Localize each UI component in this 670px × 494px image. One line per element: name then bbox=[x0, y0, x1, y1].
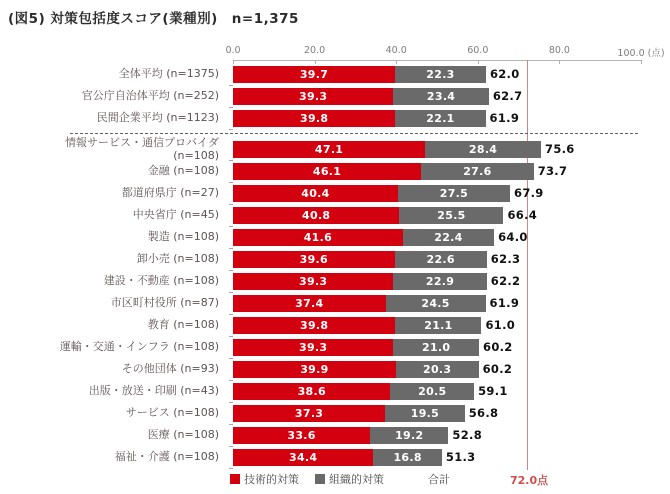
reference-line-label: 72.0点 bbox=[510, 474, 549, 487]
organizational-bar-segment bbox=[385, 405, 465, 422]
bar-row bbox=[0, 110, 670, 127]
total-value: 62.7 bbox=[492, 89, 523, 103]
technical-measures-swatch bbox=[230, 474, 240, 484]
category-axis-tick bbox=[229, 292, 233, 293]
technical-value: 39.3 bbox=[299, 275, 328, 288]
category-axis-tick bbox=[229, 314, 233, 315]
category-axis-tick bbox=[229, 446, 233, 447]
x-axis-line bbox=[233, 60, 641, 61]
technical-value: 38.6 bbox=[297, 385, 326, 398]
organizational-bar-segment bbox=[395, 317, 481, 334]
technical-value: 47.1 bbox=[314, 143, 344, 156]
bar-row bbox=[0, 229, 670, 246]
category-label: 金融 (n=108) bbox=[147, 164, 219, 178]
category-axis-tick bbox=[229, 226, 233, 227]
x-axis-tick-mark bbox=[315, 60, 316, 64]
x-axis-tick-label: 100.0 (点) bbox=[617, 48, 665, 59]
technical-value: 40.8 bbox=[302, 209, 331, 222]
category-axis-tick bbox=[229, 336, 233, 337]
organizational-measures-swatch bbox=[315, 474, 325, 484]
total-value: 61.0 bbox=[485, 318, 516, 332]
technical-value: 39.6 bbox=[299, 253, 328, 266]
category-axis-tick bbox=[229, 248, 233, 249]
organizational-value: 27.5 bbox=[439, 187, 469, 200]
bar-row bbox=[0, 339, 670, 356]
bar-row bbox=[0, 427, 670, 444]
organizational-bar-segment bbox=[395, 110, 485, 127]
category-label: 全体平均 (n=1375) bbox=[118, 67, 219, 81]
organizational-value: 19.5 bbox=[410, 407, 440, 420]
bar-row bbox=[0, 207, 670, 224]
technical-bar-segment bbox=[233, 88, 393, 105]
category-axis-tick bbox=[229, 468, 233, 469]
category-label: 建設・不動産 (n=108) bbox=[103, 274, 219, 288]
organizational-bar-segment bbox=[395, 251, 487, 268]
technical-value: 39.8 bbox=[300, 112, 329, 125]
organizational-bar-segment bbox=[393, 88, 488, 105]
total-value: 73.7 bbox=[537, 164, 568, 178]
category-label: 医療 (n=108) bbox=[147, 428, 219, 442]
bar-row bbox=[0, 361, 670, 378]
chart-legend bbox=[230, 471, 466, 487]
organizational-value: 23.4 bbox=[426, 90, 456, 103]
category-axis-tick bbox=[229, 270, 233, 271]
organizational-value: 22.6 bbox=[426, 253, 455, 266]
category-label: 官公庁自治体平均 (n=252) bbox=[81, 89, 219, 103]
total-value: 62.2 bbox=[490, 274, 521, 288]
x-axis-tick-mark bbox=[396, 60, 397, 64]
organizational-value: 19.2 bbox=[395, 429, 424, 442]
technical-value: 34.4 bbox=[289, 451, 318, 464]
total-value: 62.0 bbox=[489, 67, 520, 81]
organizational-value: 22.3 bbox=[426, 68, 455, 81]
bar-row bbox=[0, 88, 670, 105]
bar-row bbox=[0, 136, 670, 162]
category-label: 情報サービス・通信プロバイダ (n=108) bbox=[65, 136, 219, 162]
total-value: 60.2 bbox=[483, 340, 513, 354]
organizational-bar-segment bbox=[425, 141, 541, 158]
total-value: 75.6 bbox=[545, 142, 575, 156]
x-axis-tick-label: 0.0 bbox=[225, 45, 241, 56]
bar-row bbox=[0, 317, 670, 334]
technical-value: 39.7 bbox=[299, 68, 329, 81]
organizational-value: 16.8 bbox=[393, 451, 422, 464]
organizational-bar-segment bbox=[386, 295, 486, 312]
bar-row bbox=[0, 66, 670, 83]
organizational-bar-segment bbox=[370, 427, 448, 444]
technical-value: 39.8 bbox=[300, 319, 329, 332]
technical-bar-segment bbox=[233, 163, 421, 180]
bar-row bbox=[0, 273, 670, 290]
technical-value: 39.3 bbox=[299, 90, 328, 103]
x-axis-tick-label: 60.0 bbox=[467, 45, 489, 56]
category-label: 教育 (n=108) bbox=[147, 318, 219, 332]
technical-bar-segment bbox=[233, 66, 395, 83]
technical-bar-segment bbox=[233, 110, 395, 127]
total-value: 67.9 bbox=[514, 186, 544, 200]
technical-bar-segment bbox=[233, 427, 370, 444]
technical-bar-segment bbox=[233, 317, 395, 334]
organizational-value: 24.5 bbox=[421, 297, 450, 310]
x-axis-tick-mark bbox=[641, 60, 642, 64]
category-axis-tick bbox=[229, 182, 233, 183]
organizational-value: 28.4 bbox=[468, 143, 498, 156]
total-value: 66.4 bbox=[507, 208, 538, 222]
category-axis-tick bbox=[229, 129, 233, 130]
technical-bar-segment bbox=[233, 405, 385, 422]
category-label: 福祉・介護 (n=108) bbox=[114, 450, 219, 464]
organizational-bar-segment bbox=[398, 185, 510, 202]
technical-value: 39.9 bbox=[300, 363, 329, 376]
legend-item-technical bbox=[230, 471, 299, 487]
category-axis-tick bbox=[229, 380, 233, 381]
technical-bar-segment bbox=[233, 185, 398, 202]
total-value: 60.2 bbox=[482, 362, 513, 376]
category-axis-tick bbox=[229, 204, 233, 205]
category-label: 市区町村役所 (n=87) bbox=[110, 296, 219, 310]
organizational-value: 21.1 bbox=[424, 319, 453, 332]
technical-bar-segment bbox=[233, 295, 386, 312]
organizational-value: 20.3 bbox=[423, 363, 452, 376]
technical-value: 41.6 bbox=[303, 231, 333, 244]
technical-bar-segment bbox=[233, 251, 395, 268]
legend-label-organizational: 組織的対策 bbox=[329, 473, 384, 486]
total-value: 61.9 bbox=[489, 296, 520, 310]
organizational-value: 20.5 bbox=[418, 385, 447, 398]
category-label: サービス (n=108) bbox=[125, 406, 219, 420]
chart-title: (図5) 対策包括度スコア(業種別) n=1,375 bbox=[8, 11, 299, 27]
technical-value: 40.4 bbox=[301, 187, 330, 200]
legend-label-total: 合計 bbox=[428, 473, 450, 486]
technical-bar-segment bbox=[233, 207, 399, 224]
technical-bar-segment bbox=[233, 361, 396, 378]
technical-value: 46.1 bbox=[312, 165, 342, 178]
category-label: 民間企業平均 (n=1123) bbox=[96, 111, 219, 125]
category-axis-tick bbox=[229, 85, 233, 86]
organizational-bar-segment bbox=[393, 339, 479, 356]
category-label: 運輸・交通・インフラ (n=108) bbox=[59, 340, 219, 354]
total-value: 62.3 bbox=[490, 252, 521, 266]
technical-bar-segment bbox=[233, 141, 425, 158]
organizational-bar-segment bbox=[421, 163, 534, 180]
technical-bar-segment bbox=[233, 383, 390, 400]
organizational-value: 22.9 bbox=[425, 275, 455, 288]
category-axis-tick bbox=[229, 424, 233, 425]
organizational-bar-segment bbox=[399, 207, 503, 224]
technical-value: 37.3 bbox=[294, 407, 324, 420]
legend-label-technical: 技術的対策 bbox=[244, 473, 299, 486]
group-separator-dashed-line bbox=[70, 133, 638, 134]
total-value: 56.8 bbox=[468, 406, 499, 420]
technical-bar-segment bbox=[233, 339, 393, 356]
bar-row bbox=[0, 383, 670, 400]
organizational-value: 22.1 bbox=[426, 112, 455, 125]
total-value: 64.0 bbox=[498, 230, 528, 244]
category-label: その他団体 (n=93) bbox=[121, 362, 219, 376]
bar-row bbox=[0, 449, 670, 466]
x-axis-tick-label: 40.0 bbox=[385, 45, 407, 56]
organizational-value: 27.6 bbox=[463, 165, 492, 178]
x-axis-tick-mark bbox=[233, 60, 234, 64]
category-label: 中央省庁 (n=45) bbox=[132, 208, 219, 222]
category-label: 卸小売 (n=108) bbox=[136, 252, 219, 266]
bar-row bbox=[0, 185, 670, 202]
category-axis-tick bbox=[229, 402, 233, 403]
total-value: 52.8 bbox=[452, 428, 482, 442]
category-label: 出版・放送・印刷 (n=43) bbox=[88, 384, 219, 398]
organizational-bar-segment bbox=[393, 273, 486, 290]
category-axis-tick bbox=[229, 160, 233, 161]
technical-value: 33.6 bbox=[287, 429, 316, 442]
technical-value: 37.4 bbox=[295, 297, 324, 310]
total-value: 59.1 bbox=[478, 384, 508, 398]
bar-row bbox=[0, 251, 670, 268]
category-axis-tick bbox=[229, 358, 233, 359]
organizational-bar-segment bbox=[403, 229, 494, 246]
organizational-bar-segment bbox=[395, 66, 486, 83]
category-label: 都道府県庁 (n=27) bbox=[121, 186, 219, 200]
organizational-bar-segment bbox=[396, 361, 479, 378]
legend-item-total bbox=[428, 471, 450, 487]
organizational-bar-segment bbox=[373, 449, 442, 466]
x-axis-tick-label: 20.0 bbox=[304, 45, 326, 56]
legend-item-organizational bbox=[315, 471, 384, 487]
technical-value: 39.3 bbox=[299, 341, 328, 354]
category-label: 製造 (n=108) bbox=[147, 230, 219, 244]
total-value: 61.9 bbox=[489, 111, 520, 125]
bar-row bbox=[0, 295, 670, 312]
x-axis-tick-mark bbox=[478, 60, 479, 64]
technical-bar-segment bbox=[233, 449, 373, 466]
bar-row bbox=[0, 405, 670, 422]
organizational-value: 25.5 bbox=[437, 209, 466, 222]
organizational-value: 21.0 bbox=[422, 341, 451, 354]
organizational-value: 22.4 bbox=[434, 231, 463, 244]
bar-row bbox=[0, 163, 670, 180]
x-axis-tick-label: 80.0 bbox=[548, 45, 570, 56]
technical-bar-segment bbox=[233, 229, 403, 246]
technical-bar-segment bbox=[233, 273, 393, 290]
x-axis-tick-mark bbox=[559, 60, 560, 64]
category-axis-tick bbox=[229, 107, 233, 108]
organizational-bar-segment bbox=[390, 383, 474, 400]
total-value: 51.3 bbox=[445, 450, 476, 464]
